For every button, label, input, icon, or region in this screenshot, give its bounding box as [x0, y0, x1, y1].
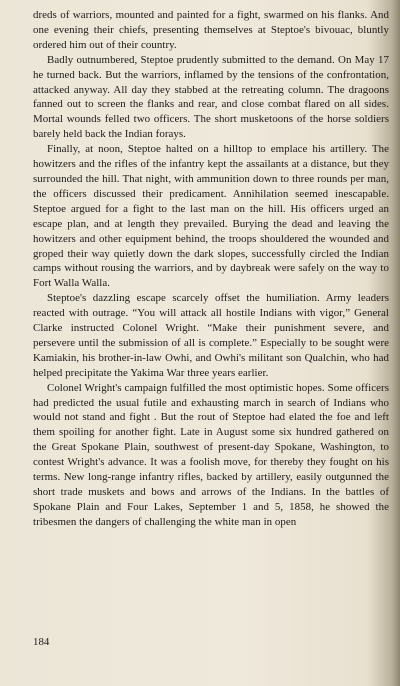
paragraph-3: Finally, at noon, Steptoe halted on a hilltop to emplace his artillery. The howitzers and the rifles of the infantry kept the assailants at a distance, but they surrounded the hill. That night, with ammunition down to three rounds per man, the officers discussed their predicament. Annihilation seemed inescapable. Steptoe argued for a fight to the last man on the hill. His officers urged an escape plan, and at length they prevailed. Burying the dead and leaving the howitzers and other equipment behind, the troops shouldered the wounded and groped their way quietly down the dark slopes, successfully circled the Indian camps without rousing the warriors, and by daybreak were safely on the way to Fort Walla Walla. [33, 143, 389, 290]
body-text [33, 8, 389, 530]
paragraph-1: dreds of warriors, mounted and painted for a fight, swarmed on his flanks. And one evening their chiefs, presenting themselves at Steptoe's bivouac, bluntly ordered him out of their country. [33, 9, 389, 51]
paragraph-2: Badly outnumbered, Steptoe prudently submitted to the demand. On May 17 he turned back. But the warriors, inflamed by the tensions of the confrontation, attacked anyway. All day they stabbed at the retreating column. The dragoons fanned out to screen the flanks and rear, and close combat flared on all sides. Mortal wounds felled two officers. The short musketoons of the horse soldiers barely held back the Indian forays. [33, 53, 389, 141]
paragraph-5: Colonel Wright's campaign fulfilled the most optimistic hopes. Some officers had predicted the usual futile and exhausting march in search of Indians who would not stand and fight . But the rout of Steptoe had elated the foe and left them spoiling for another fight. Late in August some six hundred gathered on the Great Spokane Plain, southwest of present-day Spokane, Washington, to contest Wright's advance. It was a foolish move, for thereby they fought on his terms. New long-range infantry rifles, backed by artillery, easily outgunned the short trade muskets and bows and arrows of the Indians. In the battles of Spokane Plain and Four Lakes, September 1 and 5, 1858, he showed the tribesmen the dangers of challenging the white man in open [33, 381, 389, 528]
paragraph-4: Steptoe's dazzling escape scarcely offset the humiliation. Army leaders reacted with outrage. “You will attack all hostile Indians with vigor,” General Clarke instructed Colonel Wright. “Make their punishment severe, and persevere until the submission of all is complete.” Especially to be sought were Kamiakin, his brother-in-law Owhi, and Owhi's militant son Qualchin, who had helped precipitate the Yakima War three years earlier. [33, 292, 389, 379]
page-number: 184 [33, 636, 50, 648]
